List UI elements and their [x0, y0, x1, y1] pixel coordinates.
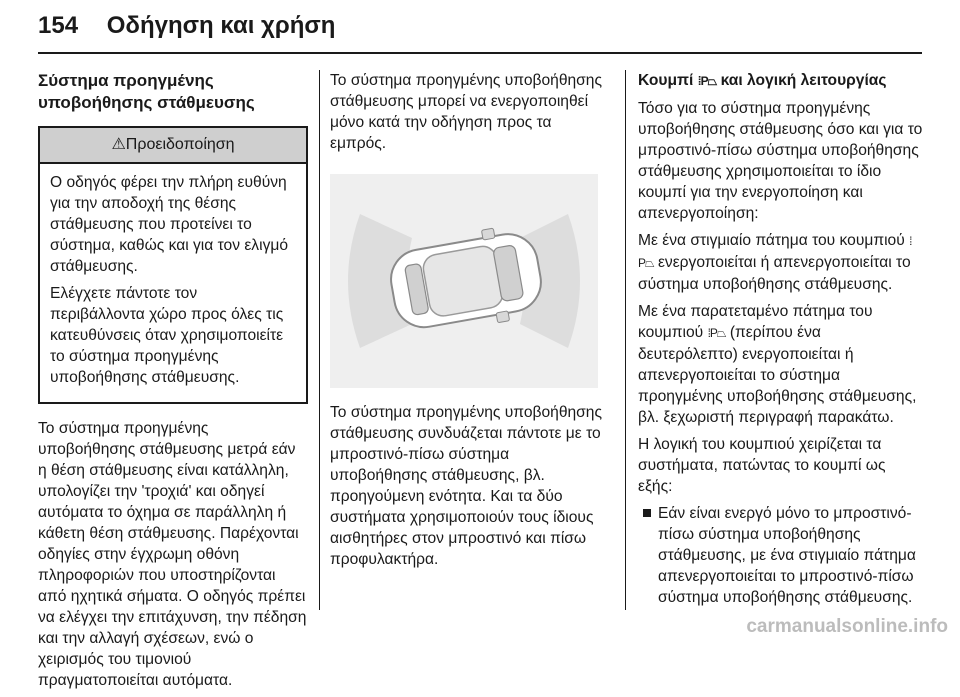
parking-button-icon: ⁞P⏢: [638, 234, 912, 270]
warning-icon: ⚠: [111, 136, 126, 153]
warning-box: [38, 126, 308, 404]
paragraph-text: ενεργοποιείται ή απενεργοποιείται το σύστημα υποβοήθησης στάθμευσης.: [638, 254, 911, 293]
body-paragraph: [638, 230, 924, 295]
paragraph-text: Με ένα παρατεταμένο πάτημα του κουμπιού: [638, 303, 873, 341]
column-2: [330, 70, 610, 576]
warning-header: [40, 128, 306, 164]
warning-paragraph: Ο οδηγός φέρει την πλήρη ευθύνη για την αποδοχή της θέσης στάθμευσης που προτείνει το σύστημα, καθώς και για τον ελιγμό στάθμευσης.: [50, 174, 289, 275]
warning-paragraph: Ελέγχετε πάντοτε τον περιβάλλοντα χώρο προς όλες τις κατευθύνσεις όταν χρησιμοποιείτε το σύστημα προηγμένης υποβοήθησης στάθμευσης.: [50, 285, 284, 386]
page-title: Οδήγηση και χρήση: [106, 12, 336, 39]
column-1: [38, 70, 308, 697]
heading-text: και λογική λειτουργίας: [720, 72, 887, 89]
body-paragraph: Η λογική του κουμπιού χειρίζεται τα συστήματα, πατώντας το κουμπί ως εξής:: [638, 436, 886, 495]
column-3: [638, 70, 924, 608]
page-header: [38, 12, 335, 40]
body-paragraph: Το σύστημα προηγμένης υποβοήθησης στάθμευσης μπορεί να ενεργοποιηθεί μόνο κατά την οδήγηση προς τα εμπρός.: [330, 72, 602, 152]
page-number: 154: [38, 12, 79, 39]
heading-text: Κουμπί: [638, 72, 694, 89]
car-top-view-illustration: [330, 174, 598, 388]
bullet-list: [638, 503, 924, 608]
parking-button-icon: ⁞P⏢: [707, 326, 726, 340]
subsection-heading: [638, 70, 924, 92]
paragraph-text: Με ένα στιγμιαίο πάτημα του κουμπιού: [638, 232, 905, 249]
warning-title: Προειδοποίηση: [125, 136, 235, 153]
body-paragraph: Το σύστημα προηγμένης υποβοήθησης στάθμευσης μετρά εάν η θέση στάθμευσης είναι κατάλληλη, υπολογίζει την 'τροχιά' και οδηγεί αυτόματα το όχημα σε παράλληλη ή κάθετη θέση στάθμευσης. Παρέχονται οδηγίες στην έγχρωμη οθόνη πληροφοριών που υποστηρίζονται από ηχητικά σήματα. Ο οδηγός πρέπει να ελέγχει την επιτάχυνση, την πέδηση και την αλλαγή σχέσεων, ενώ ο χειρισμός του τιμονιού πραγματοποιείται αυτόματα.: [38, 420, 307, 689]
body-paragraph: Το σύστημα προηγμένης υποβοήθησης στάθμευσης συνδυάζεται πάντοτε με το μπροστινό-πίσω σύστημα υποβοήθησης στάθμευσης, βλ. προηγούμενη ενότητα. Και τα δύο συστήματα χρησιμοποιούν τους ίδιους αισθητήρες στον μπροστινό και πίσω προφυλακτήρα.: [330, 404, 602, 568]
side-mirror: [481, 228, 495, 240]
column-divider: [319, 70, 320, 610]
parking-button-icon: ⁞P⏢: [697, 74, 717, 88]
side-mirror: [496, 311, 510, 323]
column-divider: [625, 70, 626, 610]
section-title: Σύστημα προηγμένης υποβοήθησης στάθμευσης: [38, 71, 255, 112]
paragraph-text: (περίπου ένα δευτερόλεπτο) ενεργοποιείται ή απενεργοποιείται το σύστημα προηγμένης υποβοήθησης στάθμευσης, βλ. ξεχωριστή περιγραφή παρακάτω.: [638, 324, 917, 426]
body-paragraph: [638, 301, 924, 428]
watermark: carmanualsonline.info: [746, 616, 948, 637]
parking-sensor-figure: [330, 174, 598, 388]
warning-body: [40, 164, 306, 402]
header-rule: [38, 52, 922, 54]
body-paragraph: Τόσο για το σύστημα προηγμένης υποβοήθησης στάθμευσης όσο και για το μπροστινό-πίσω σύστημα υποβοήθησης στάθμευσης χρησιμοποιείται το ίδιο κουμπί για την ενεργοποίηση και απενεργοποίηση:: [638, 100, 923, 222]
list-item: Εάν είναι ενεργό μόνο το μπροστινό-πίσω σύστημα υποβοήθησης στάθμευσης, με ένα στιγμιαίο πάτημα απενεργοποιείται το μπροστινό-πίσω σύστημα υποβοήθησης στάθμευσης.: [658, 503, 924, 608]
car-roof: [421, 244, 505, 318]
